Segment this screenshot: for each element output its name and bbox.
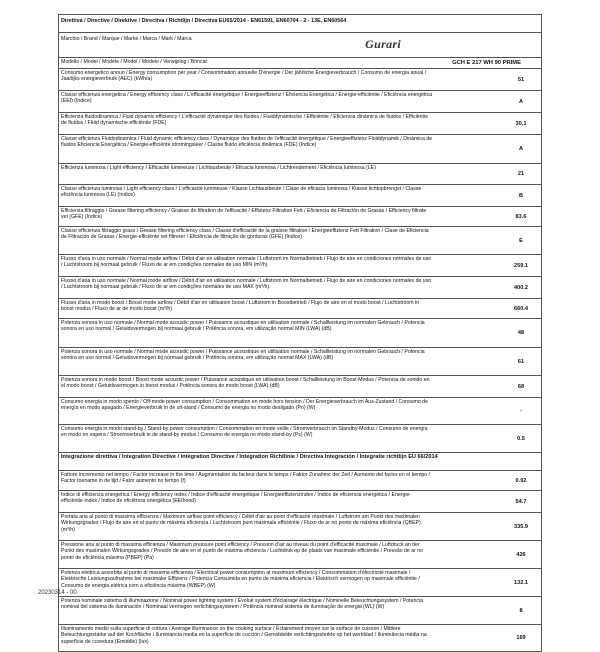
spec-value: A: [518, 146, 524, 152]
spec-row: [58, 254, 542, 276]
spec-row: [58, 184, 542, 206]
spec-row: [58, 68, 542, 90]
int-label: Potenza elettrica assorbita al punto di massima efficienza / Electrical power consumption at maximum efficiency / Consommation d'électricité maximale / Elektrische Leistungsaufnahme bei maximaler Effizienz / Potencia Consumida en punto de máxima eficiencia / Elektrisch vermogen op maximale efficiëntie / Consumo de energia elétrica com a eficiência máxima (WBEP) (W): [61, 570, 420, 589]
directive-header-row: [58, 14, 542, 32]
int-row: [58, 540, 542, 568]
model-label: Modello / Model / Modèle / Model / Modelo / Verwijzing / Brincar: [61, 59, 208, 65]
spec-value: 21: [517, 171, 525, 177]
int-value: 426: [516, 551, 526, 558]
spec-value: 83.6: [515, 213, 527, 220]
spec-label: Potenza sonora in modo boost / Boost mode acoustic power / Puissance acoustique en utilisation boost / Schallleistung im Boost-Modus / Potencia de sonido en el modo boost / Geluidsvermogen in boost modus / Potência sonora do modo boost (LWA) (dB): [61, 377, 430, 390]
footer-code: 20230314 - 00: [38, 590, 77, 596]
model-value: GCH E 217 WH 90 PRIME: [452, 60, 521, 66]
integration-header-text: Integrazione direttiva / Integration Directive / Intégration Directive / Integration Richtlinie / Directiva Integración / Integratie richtlijn EU 66/2014: [61, 454, 438, 460]
int-label: Pressione aria al punto di massima efficienza / Maximum pressure point efficiency / Pression d'air au niveau du point d'efficacité maximale / Luftdruck an der Punkt des maximalen Wirkungsgrades / Presión de aire en el punto de máxima eficiencia / Luchtdruk op de plaats van maximale efficiëntie / Pressão de ar no ponto de eficiência máxima (PBEP) (Pa): [61, 542, 424, 561]
spec-value: 61: [517, 358, 525, 365]
spec-value: 259.1: [514, 262, 528, 269]
spec-label: Classe efficienza Fluidodinamica / Fluid dynamic efficiency class / Dynamique des fluides de l'efficacité énergétique / Energieeffizienz Fluiddynamik / Dinámica de fluidos Eficiencia Energética / Energie-efficiënte stromingsleer / Classe fluido eficiência dinâmica (FDE) (Indice): [61, 136, 433, 149]
spec-label: Consumo energetico annuo / Energy consumption per year / Consommation annuelle D'énergie / Der jährliche Energieverbrauch / Consumo de energía anual / Jaarlijks energieverbruik (AEC) (kWh/a): [61, 70, 427, 83]
model-row: [58, 57, 542, 68]
spec-row: [58, 134, 542, 163]
spec-label: Potenza sonora in uso normale / Normal mode acoustic power / Puissance acoustique en utilisation normale / Schallleistung im normalen Gebrauch / Potencia sonora en uso normal / Geluidsvermogen bij normaal gebruik / Potência sonora, em utilização normal MAX (LWA) (dB): [61, 349, 425, 362]
spec-row: [58, 90, 542, 112]
spec-value: 68: [517, 383, 525, 390]
spec-value: 48: [517, 330, 525, 336]
spec-value: -: [520, 408, 522, 414]
int-value: 8: [519, 607, 523, 614]
spec-row: [58, 226, 542, 254]
spec-row: [58, 298, 542, 318]
spec-row: [58, 375, 542, 397]
spec-row: [58, 424, 542, 452]
int-row: [58, 490, 542, 512]
int-label: Portata aria al punto di massima efficienza / Maximum airflow point efficiency / Débit d'air au point d'efficacité maximale / Luftstrom am Punkt des maximalen Wirkungsgrades / Flujo de aire en el punto de máxima eficiencia / Luchtstroom punt maximale efficiëntie / Fluxo de ar no ponto de máxima eficiência (QBEP) (m³/h): [61, 514, 421, 533]
energy-label-sheet: [58, 14, 542, 652]
spec-label: Classe efficienza luminosa / Light efficiency class / L'efficacité lumineuse / Klasse Lichtausbeute / Clase de eficacia luminosa / Klasse lichtopbrengst / Classe eficiência luminosa (LE) (Indice): [61, 186, 422, 199]
int-label: Illuminamento medio sulla superficie di cottura / Average illuminance on the cooking surface / Éclairement moyen sur la surface de cuisson / Mittlere Beleuchtungsstärke auf der Kochfläche / Iluminancia media en la superficie de cocción / Gemiddelde verlichtingssterkte op het werkblad / Iluminância média na superfície de cozedura (Emiddle) (lux): [61, 626, 427, 645]
spec-label: Flusso d'aria in uso normale / Normal mode airflow / Débit d'air en utilisation normale / Luftstrom im Normalbetrieb / Flujo de aire en condiciones normales de uso / Luchtstroom bij normaal gebruik / Fluxo de ar em condições normales de uso MAX (m³/h): [61, 278, 432, 291]
int-value: 132.1: [514, 579, 528, 586]
directive-header-text: Direttiva / Directive / Direktive / Directiva / Richtlijn / Directiva EU65/2014 - EN61591, EN60704 - 2 - 13E, EN60564: [61, 18, 347, 24]
spec-row: [58, 163, 542, 184]
integration-header-row: [58, 452, 542, 470]
spec-value: 400.2: [514, 284, 528, 291]
spec-label: Classe efficienza filtraggio grass / Grease filtering efficiency class / Classe d'efficacité de la graisse filtration / Energieeffizienz Fett Filtration / Clase de Eficiencia de Filtración de Grasas / Energie-efficiënte vet filtrerer / Eficiência de filtração de gorduras (GFE) (Indice): [61, 228, 429, 241]
integration-rows: [58, 470, 542, 652]
int-row: [58, 470, 542, 490]
spec-row: [58, 206, 542, 226]
int-value: 169: [516, 635, 526, 641]
spec-label: Flusso d'aria in uso normale / Normal mode airflow / Débit d'air en utilisation normale / Luftstrom im Normalbetrieb / Flujo de aire en condiciones normales de uso / Luchtstroom bij normaal gebruik / Fluxo de ar em condições normales de uso MIN (m³/h): [61, 256, 432, 269]
spec-row: [58, 276, 542, 298]
int-label: Potenza nominale sistema di illuminazione / Nominal power lighting system / Évolué system d'éclairage électrique / Nominelle Beleuchtungssystem / Potencia nominal del sistema de iluminación / Nominaal vermogen verlichtingssysteem / Potência nominal sistema de iluminação de energia (WL) (W): [61, 598, 423, 611]
spec-value: 30.1: [515, 120, 527, 127]
int-row: [58, 512, 542, 540]
spec-value: 660.4: [514, 305, 528, 312]
spec-label: Potenza sonora in uso normale / Normal mode acoustic power / Puissance acoustique en utilisation normale / Schallleistung im normalen Gebrauch / Potencia sonora en uso normal / Geluidsvermogen bij normaal gebruik / Potência sonora, em utilização normal MIN (LWA) (dB): [61, 320, 425, 333]
spec-value: 51: [517, 76, 525, 83]
int-row: [58, 624, 542, 652]
int-row: [58, 568, 542, 596]
spec-row: [58, 397, 542, 424]
int-value: 0.92: [515, 477, 527, 484]
int-label: Fattore incremento nel tempo / Factor increase in the time / Augmentation du facteur dans le temps / Faktor Zunahme der Zeit / Aumento del factor en el tiempo / Factor toename in de tijd / Fator aumento no tempo (f): [61, 472, 431, 485]
int-value: 335.9: [514, 523, 528, 530]
spec-label: Flusso d'aria in modo boost / Boost mode airflow / Débit d'air en utilisation boost / Luftstrom in Boostbetrieb / Flujo de aire en el modo boost / Luchtstroom in boost modus / Fluxo de ar de modo boost (m³/h): [61, 300, 420, 313]
spec-value: B: [518, 192, 524, 199]
brand-row: [58, 32, 542, 57]
brand-logo: Gurari: [365, 37, 401, 51]
spec-label: Consumo energia in modo spento / Off-mode power consumption / Consommation en mode hors tension / Der Energieverbrauch im Aus-Zustand / Consumo de energía en modo apagado / Energieverbruik in de uit-stand / Consumo de energia no modo desligado (Po) (W): [61, 399, 428, 412]
spec-label: Efficienza luminosa / Light efficiency / Efficacité lumineuse / Lichtausbeute / Eficacia luminosa / Lichtrendement / Eficiência luminosa (LE): [61, 165, 376, 171]
spec-label: Classe efficienza energetica / Energy efficiency class / L'efficacité énergétique / Energieeffizienz / Eficiencia Energética / Energie-efficiëntie / Eficiência energética (EEI) (Indice): [61, 92, 433, 105]
spec-row: [58, 112, 542, 134]
spec-value: 0.5: [517, 435, 525, 442]
spec-label: Consumo energia in modo stand-by / Stand-by power consumption / Consommation en mode veille / Stromverbrauch im Standby-Modus / Consumo de energía en modo en espera / Stroomverbruik in de stand-by modus / Consumo de energia no modo stand-by (Ps) (W): [61, 426, 428, 439]
spec-label: Efficienza fluidodinamica / Fluid dynamic efficiency / L'efficacité dynamique des fluides / Fluiddynamische / Efficiëntie / Eficiencia dinámica de fluidos / Efficiëntie de fluidos / Fluid dynamische efficiëntie (FDE): [61, 114, 428, 127]
spec-label: Efficienza filtraggio / Grease filtering efficiency / Graisse de filtration de l'efficacité / Effizienz Filtration Fett / Eficiencia de Filtración de Grasas / Efficiency filtrate vet (GFE) (Indice): [61, 208, 427, 221]
spec-row: [58, 318, 542, 347]
spec-row: [58, 347, 542, 375]
spec-value: A: [518, 98, 524, 105]
spec-value: E: [519, 237, 523, 244]
int-row: [58, 596, 542, 624]
brand-label: Marchio / Brand / Marque / Marke / Marca / Mark / Marca: [61, 36, 192, 42]
int-value: 54.7: [515, 498, 527, 505]
directive-rows: [58, 68, 542, 452]
int-label: Indice di efficienza energetica / Energy efficiency index / Indice d'efficacité énergétique / Energieeffizienzindex / Índice de eficiencia energética / Energie-efficiëntie-index / Índice de eficiência energética (EEIhood): [61, 492, 412, 505]
